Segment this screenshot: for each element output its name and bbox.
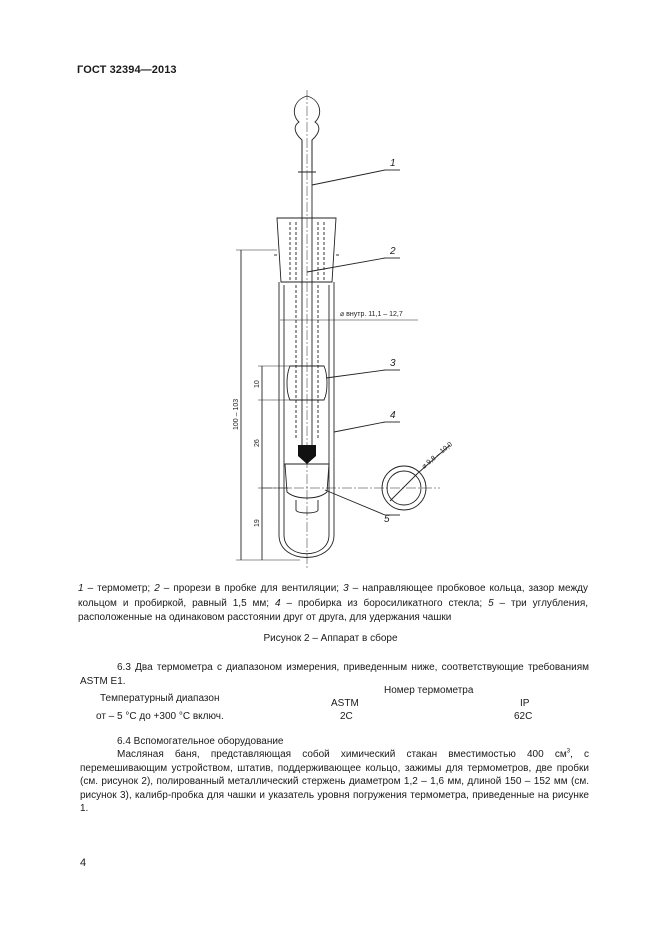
section-6-4-text: Масляная баня, представляющая собой химический стакан вместимостью 400 $см^3$, с перемешивающим устройством, штатив, поддерживающее кольцо, зажимы для термометров, две пробки (см. рисунок 2), полированный металлический стержень диаметром 1,2 – 1,6 мм, длиной 150 – 152 мм (см. рисунок 3), калибр-пробка для чашки и указатель уровня погружения термометра, приведенные на рисунке 1.: [80, 748, 589, 814]
table-header-number: Номер термометра: [384, 685, 474, 696]
callout-4: 4: [390, 410, 396, 421]
cork-stopper: [277, 218, 336, 282]
dim-ring-diameter: ⌀ 9,8 – 10,0: [420, 441, 454, 471]
dim-total-length: 100 – 103: [233, 398, 240, 430]
callout-1: 1: [390, 158, 396, 169]
caption-item-1: 1 – термометр;: [78, 583, 155, 594]
table-col-ip: IP: [520, 698, 530, 709]
document-header: ГОСТ 32394—2013: [77, 64, 177, 76]
section-6-4-title: 6.4 Вспомогательное оборудование: [117, 736, 284, 747]
dim-26: 26: [254, 439, 261, 447]
table-header-range: Температурный диапазон: [100, 693, 220, 704]
table-col-astm: ASTM: [331, 698, 359, 709]
caption-item-2: 2 – прорези в пробке для вентиляции;: [154, 583, 344, 594]
caption-item-4: 4 – пробирка из боросиликатного стекла;: [275, 597, 489, 609]
caption-item-3: 3 – направляющее пробковое кольца, зазор между кольцом и пробиркой, равный 1,5 мм;: [78, 583, 588, 609]
thermometer-bulb: [298, 445, 316, 464]
callout-3: 3: [390, 358, 396, 369]
dim-19: 19: [254, 519, 261, 527]
table-row-range: от – 5 °C до +300 °C включ.: [96, 711, 224, 722]
callout-5: 5: [384, 514, 390, 525]
table-row-astm: 2C: [340, 711, 353, 722]
dim-10: 10: [254, 380, 261, 388]
figure-caption: [78, 582, 588, 626]
page-number: 4: [80, 857, 87, 869]
figure-title: Рисунок 2 – Аппарат в сборе: [263, 633, 398, 644]
callout-2: 2: [390, 246, 396, 257]
dim-inner-diameter: ⌀ внутр. 11,1 – 12,7: [340, 311, 403, 318]
section-6-3: 6.3 Два термометра с диапазоном измерения, приведенным ниже, соответствующие требованиям ASTM E1.: [80, 662, 589, 687]
table-row-ip: 62C: [514, 711, 533, 722]
caption-item-5: 5 – три углубления, расположенные на одинаковом расстоянии друг от друга, для удержания чашки: [78, 597, 589, 623]
